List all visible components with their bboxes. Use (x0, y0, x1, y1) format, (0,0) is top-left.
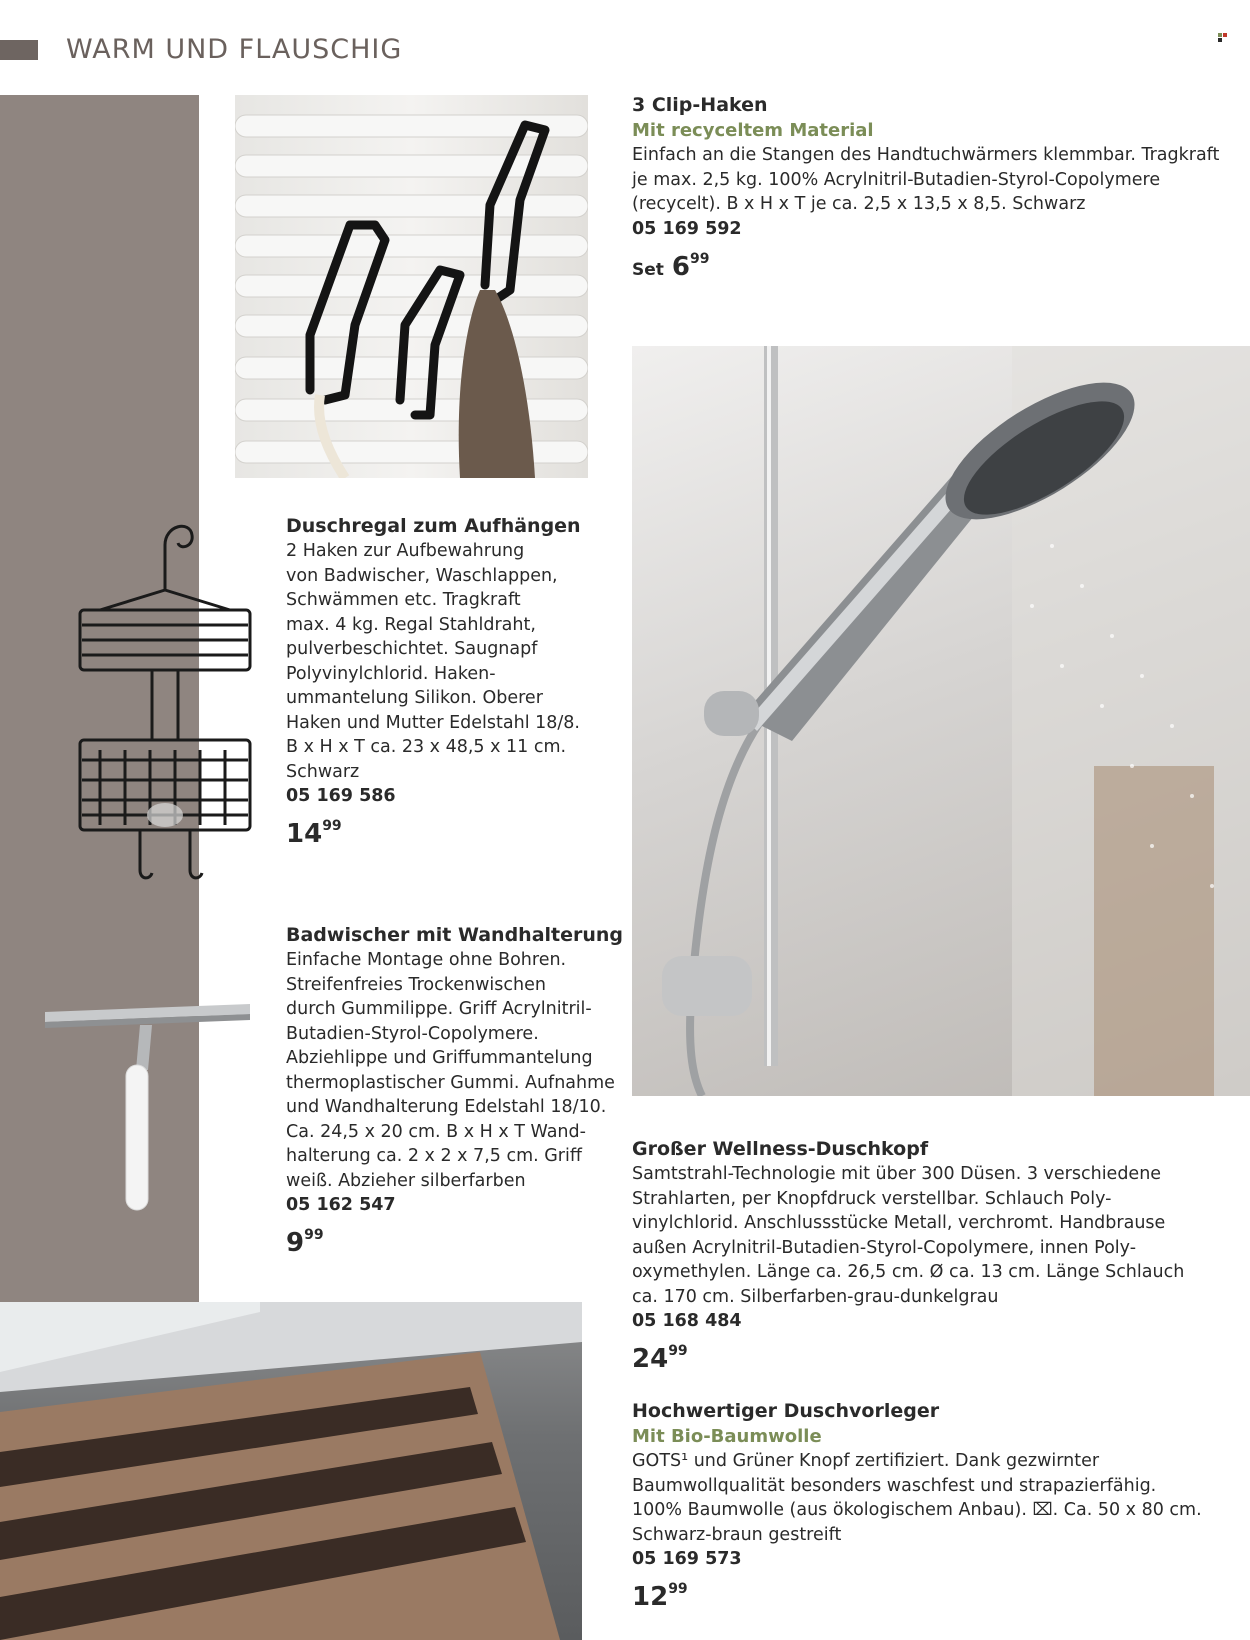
product-title: Großer Wellness-Duschkopf (632, 1138, 929, 1160)
price-cents: 99 (668, 1343, 688, 1359)
description-line: Samtstrahl-Technologie mit über 300 Düsen. 3 verschiedene (632, 1164, 1162, 1184)
towel-warmer-hooks-illustration (235, 95, 588, 478)
price (632, 242, 1232, 287)
product-bath-mat (632, 1398, 1232, 1614)
price-main: 9 (286, 1228, 305, 1258)
description-line: B x H x T ca. 23 x 48,5 x 11 cm. (286, 737, 567, 757)
description-line: halterung ca. 2 x 2 x 7,5 cm. Griff (286, 1146, 582, 1166)
price-main: 6 (671, 251, 690, 282)
description-line: vinylchlorid. Anschlussstücke Metall, verchromt. Handbrause (632, 1213, 1166, 1233)
article-number: 05 169 586 (286, 786, 396, 806)
shower-illustration (632, 346, 1250, 1096)
price-main: 12 (632, 1582, 669, 1612)
price-main: 24 (632, 1344, 669, 1374)
description-line: Haken und Mutter Edelstahl 18/8. (286, 712, 580, 733)
price-cents: 99 (304, 1227, 324, 1243)
description-line: thermoplastischer Gummi. Aufnahme (286, 1072, 615, 1093)
clip-hooks-image (235, 95, 588, 478)
description-line: Strahlarten, per Knopfdruck verstellbar. Schlauch Poly- (632, 1188, 1112, 1209)
description-line: Streifenfreies Trockenwischen (286, 974, 546, 995)
description-line: Schwarz (286, 761, 360, 782)
description-line: Polyvinylchlorid. Haken- (286, 663, 496, 684)
description-line: Schwarz-braun gestreift (632, 1524, 842, 1545)
description-line: ummantelung Silikon. Oberer (286, 688, 543, 708)
product-clip-hooks (632, 92, 1232, 287)
price-cents: 99 (690, 250, 710, 267)
description-line: durch Gummilippe. Griff Acrylnitril- (286, 999, 592, 1019)
description-line: GOTS¹ und Grüner Knopf zertifiziert. Dank gezwirnter (632, 1451, 1100, 1471)
description-line: Butadien-Styrol-Copolymere. (286, 1023, 539, 1044)
product-title: 3 Clip-Haken (632, 94, 768, 116)
description-line: Schwämmen etc. Tragkraft (286, 590, 521, 610)
price (286, 1218, 616, 1260)
description-line: weiß. Abzieher silberfarben (286, 1170, 526, 1191)
product-title: Hochwertiger Duschvorleger (632, 1400, 940, 1422)
price-unit: Set (632, 259, 664, 280)
product-title: Badwischer mit Wandhalterung (286, 924, 624, 946)
description-line: Baumwollqualität besonders waschfest und strapazierfähig. (632, 1475, 1157, 1496)
product-subtitle: Mit Bio-Baumwolle (632, 1426, 822, 1447)
bath-mat-illustration (0, 1302, 582, 1640)
description-line: ca. 170 cm. Silberfarben-grau-dunkelgrau (632, 1286, 999, 1307)
description-line: je max. 2,5 kg. 100% Acrylnitril-Butadien-Styrol-Copolymere (632, 169, 1161, 190)
product-title: Duschregal zum Aufhängen (286, 515, 581, 537)
squeegee-image (40, 1000, 260, 1215)
description-line: max. 4 kg. Regal Stahldraht, (286, 614, 536, 635)
price (632, 1572, 1232, 1614)
product-subtitle: Mit recyceltem Material (632, 120, 874, 141)
price-main: 14 (286, 819, 323, 849)
description-line: pulverbeschichtet. Saugnapf (286, 639, 538, 659)
description-line: Einfache Montage ohne Bohren. (286, 950, 567, 970)
article-number: 05 169 573 (632, 1549, 742, 1569)
product-shower-head (632, 1136, 1232, 1376)
article-number: 05 169 592 (632, 218, 742, 239)
page-title: WARM UND FLAUSCHIG (66, 34, 403, 65)
article-number: 05 162 547 (286, 1195, 396, 1215)
product-shower-rack (286, 513, 606, 851)
bath-mat-image (0, 1302, 582, 1640)
description-line: 2 Haken zur Aufbewahrung (286, 541, 525, 561)
product-squeegee (286, 922, 624, 1260)
description-line: 100% Baumwolle (aus ökologischem Anbau). ⌧. Ca. 50 x 80 cm. (632, 1500, 1202, 1520)
corner-logo-icon (1218, 33, 1228, 43)
description-line: Ca. 24,5 x 20 cm. B x H x T Wand- (286, 1121, 586, 1142)
price (632, 1334, 1232, 1376)
description-line: und Wandhalterung Edelstahl 18/10. (286, 1097, 607, 1117)
price-cents: 99 (322, 818, 342, 834)
description-line: Abziehlippe und Griffummantelung (286, 1048, 593, 1068)
price-cents: 99 (668, 1581, 688, 1597)
description-line: außen Acrylnitril-Butadien-Styrol-Copolymere, innen Poly- (632, 1237, 1137, 1258)
header-accent-bar (0, 40, 38, 60)
price (286, 809, 606, 851)
description-line: von Badwischer, Waschlappen, (286, 565, 558, 586)
article-number: 05 168 484 (632, 1311, 742, 1331)
description-line: oxymethylen. Länge ca. 26,5 cm. Ø ca. 13 cm. Länge Schlauch (632, 1262, 1185, 1282)
shower-rack-image (70, 515, 260, 895)
description-line: (recycelt). B x H x T je ca. 2,5 x 13,5 x 8,5. Schwarz (632, 194, 1086, 214)
shower-head-image (632, 346, 1250, 1096)
description-line: Einfach an die Stangen des Handtuchwärmers klemmbar. Tragkraft (632, 145, 1220, 165)
